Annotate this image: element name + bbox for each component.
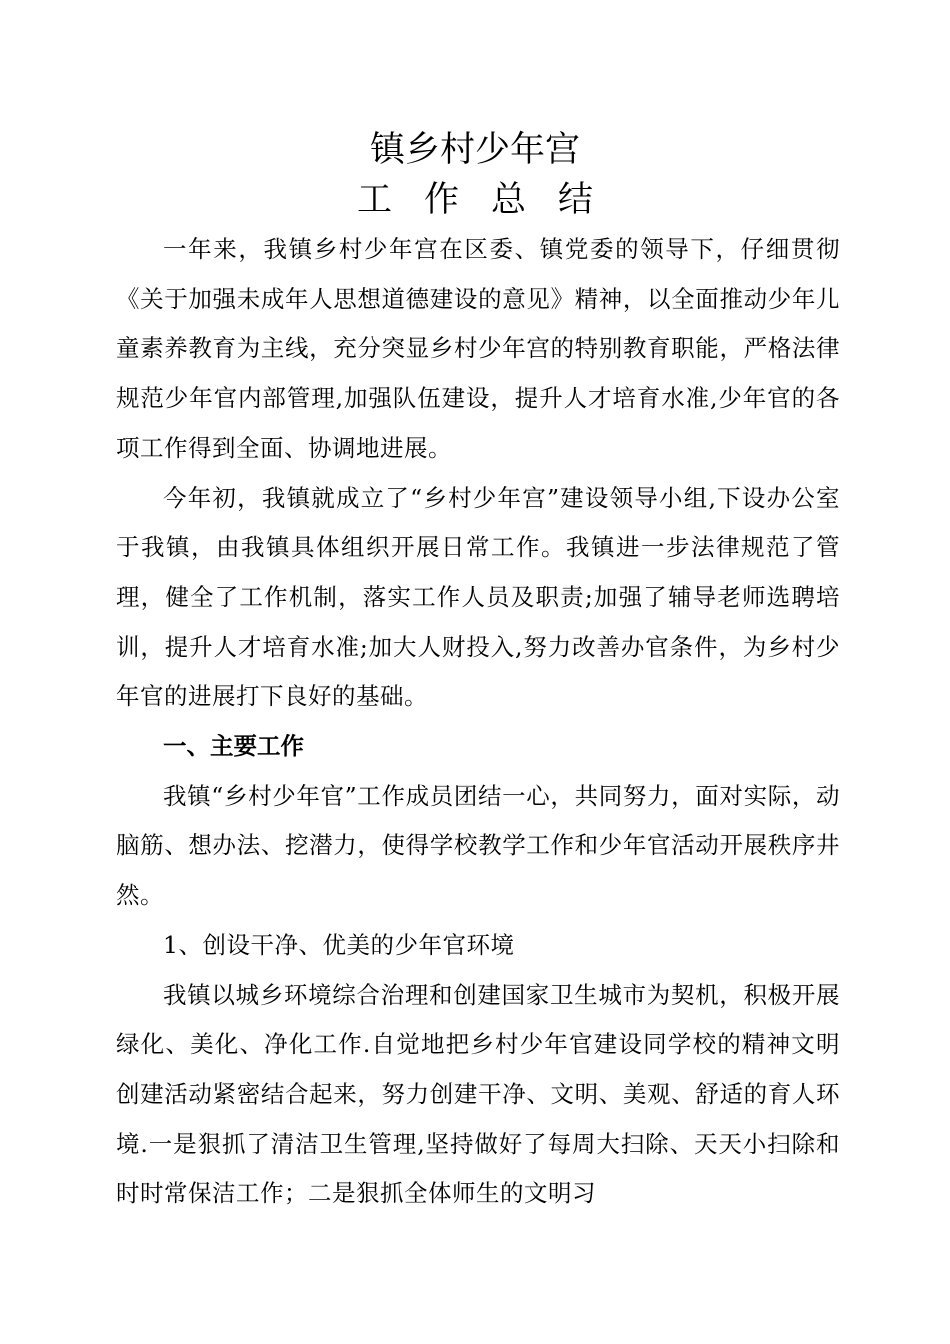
subheading: 1、创设干净、优美的少年官环境 <box>163 930 515 959</box>
section-paragraph: 我镇“乡村少年官”工作成员团结一心，共同努力，面对实际，动脑筋、想办法、挖潜力，使得学校教学工作和少年官活动开展秩序井然。 <box>116 781 840 910</box>
document-body <box>116 225 840 1219</box>
paragraph-setup: 今年初，我镇就成立了“乡村少年宫”建设领导小组,下设办公室于我镇，由我镇具体组织开展日常工作。我镇进一步法律规范了管理，健全了工作机制，落实工作人员及职责;加强了辅导老师选聘培训，提升人才培育水准;加大人财投入,努力改善办官条件，为乡村少年官的进展打下良好的基础。 <box>116 483 840 711</box>
document-title: 镇乡村少年宫 <box>369 130 580 170</box>
paragraph-intro: 一年来，我镇乡村少年宫在区委、镇党委的领导下，仔细贯彻《关于加强未成年人思想道德建设的意见》精神，以全面推动少年儿童素养教育为主线，充分突显乡村少年宫的特别教育职能，严格法律规范少年官内部管理,加强队伍建设，提升人才培育水准,少年官的各项工作得到全面、协调地进展。 <box>116 235 840 462</box>
section-heading: 一、主要工作 <box>163 732 304 761</box>
sub-paragraph: 我镇以城乡环境综合治理和创建国家卫生城市为契机，积极开展绿化、美化、净化工作.自觉地把乡村少年官建设同学校的精神文明创建活动紧密结合起来，努力创建干净、文明、美观、舒适的育人环境.一是狠抓了清洁卫生管理,坚持做好了每周大扫除、天天小扫除和时时常保洁工作；二是狠抓全体师生的文明习 <box>116 980 840 1208</box>
document-subtitle: 工作总结 <box>356 180 625 220</box>
